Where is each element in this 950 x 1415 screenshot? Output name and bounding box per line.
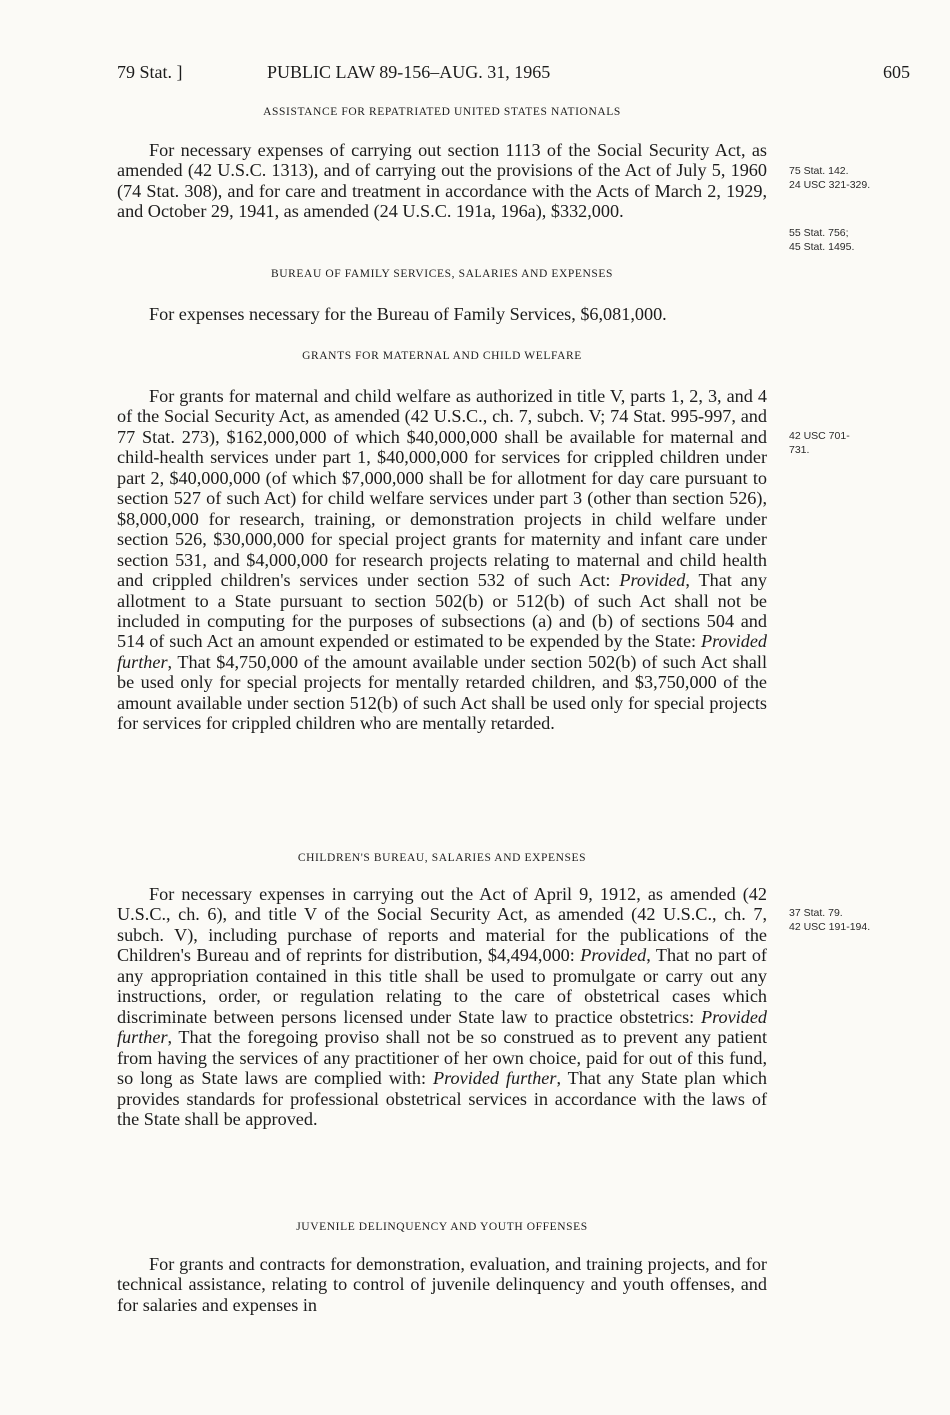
text-run: , That the foregoing proviso shall not be so construed as to prevent any patient from having the services of any practitioner of her own choice, paid for out of this fund, so long as State laws are complied with: [117, 1027, 767, 1089]
text-run: For necessary expenses in carrying out the Act of April 9, 1912, as amended (42 U.S.C., ch. 6), and title V of the Social Security Act, as amended (42 U.S.C., ch. 7, subch. V), including purchase of reports and material for the publications of the Children's Bureau and of reprints for distribution, $4,494,000: [117, 884, 767, 966]
margin-note-line: 45 Stat. 1495. [789, 241, 855, 253]
margin-note-line: 42 USC 191-194. [789, 921, 871, 933]
margin-note-line: 75 Stat. 142. [789, 165, 849, 177]
paragraph [117, 386, 767, 734]
section-heading-maternal-child-welfare: GRANTS FOR MATERNAL AND CHILD WELFARE [302, 350, 582, 362]
page-number: 605 [883, 62, 910, 82]
section-text-childrens-bureau [117, 884, 767, 1129]
text-run: , That $4,750,000 of the amount available under section 502(b) of such Act shall be used only for special projects for mentally retarded children, and $3,750,000 of the amount available under section 512(b) of such Act shall be used only for special projects for services for crippled children who are mentally retarded. [117, 651, 767, 734]
section-text-juvenile-delinquency [117, 1254, 767, 1315]
text-run: For grants for maternal and child welfare as authorized in title V, parts 1, 2, 3, and 4 of the Social Security Act, as amended (42 U.S.C., ch. 7, subch. V; 74 Stat. 995-997, and 77 Stat. 273), $162,000,000 of which $40,000,000 shall be available for maternal and child-health services under part 1, $40,000,000 for services for crippled children under part 2, $40,000,000 (of which $7,000,000 shall be for allotment for day care pursuant to section 527 of such Act) for child welfare services under part 3 (other than section 526), $8,000,000 for research, training, or demonstration projects in child welfare under section 526, $30,000,000 for special project grants for maternity and infant care under section 531, and $4,000,000 for research projects relating to maternal and child health and crippled children's services under section 532 of such Act: [117, 386, 767, 591]
section-heading-childrens-bureau: CHILDREN'S BUREAU, SALARIES AND EXPENSES [297, 852, 587, 864]
text-run: , That any allotment to a State pursuant to section 502(b) or 512(b) of such Act shall not be included in computing for the purposes of subsections (a) and (b) of sections 504 and 514 of such Act an amount expended or estimated to be expended by the State: [117, 570, 767, 652]
paragraph: For necessary expenses of carrying out section 1113 of the Social Security Act, as amended (42 U.S.C. 1313), and of carrying out the provisions of the Act of July 5, 1960 (74 Stat. 308), and for care and treatment in accordance with the Acts of March 2, 1929, and October 29, 1941, as amended (24 U.S.C. 191a, 196a), $332,000. [117, 140, 767, 222]
margin-note [789, 164, 939, 192]
section-heading-repatriated-nationals: ASSISTANCE FOR REPATRIATED UNITED STATES NATIONALS [263, 106, 621, 118]
margin-note [789, 429, 939, 457]
text-run: , That no part of any appropriation contained in this title shall be used to promulgate or carry out any instructions, order, or regulation relating to the care of obstetrical cases which discriminate between persons licensed under State law to practice obstetrics: [117, 945, 767, 1027]
law-title: PUBLIC LAW 89-156–AUG. 31, 1965 [267, 62, 551, 82]
section-heading-bureau-family-services: BUREAU OF FAMILY SERVICES, SALARIES AND EXPENSES [270, 268, 614, 280]
paragraph: For grants and contracts for demonstration, evaluation, and training projects, and for technical assistance, relating to control of juvenile delinquency and youth offenses, and for salaries and expenses in [117, 1254, 767, 1315]
margin-note [789, 906, 939, 934]
proviso-term: Provided further [117, 1006, 767, 1048]
section-text-repatriated-nationals [117, 140, 767, 222]
proviso-term: Provided further [117, 631, 767, 672]
paragraph [117, 884, 767, 1129]
volume-reference: 79 Stat. ] [117, 62, 183, 82]
margin-note-line: 731. [789, 444, 810, 456]
margin-note-line: 55 Stat. 756; [789, 227, 849, 239]
margin-note [789, 226, 939, 254]
proviso-term: Provided [619, 570, 686, 591]
margin-note-line: 24 USC 321-329. [789, 179, 871, 191]
text-run: , That any State plan which provides standards for professional obstetrical services in accordance with the laws of the State shall be approved. [117, 1068, 767, 1129]
margin-note-line: 42 USC 701- [789, 430, 850, 442]
margin-note-line: 37 Stat. 79. [789, 907, 843, 919]
running-header [117, 62, 910, 88]
proviso-term: Provided further [433, 1068, 557, 1089]
proviso-term: Provided [580, 945, 647, 966]
section-text-bureau-family-services [117, 304, 767, 324]
paragraph: For expenses necessary for the Bureau of Family Services, $6,081,000. [149, 304, 667, 324]
section-heading-juvenile-delinquency: JUVENILE DELINQUENCY AND YOUTH OFFENSES [296, 1221, 588, 1233]
section-text-maternal-child-welfare [117, 386, 767, 734]
